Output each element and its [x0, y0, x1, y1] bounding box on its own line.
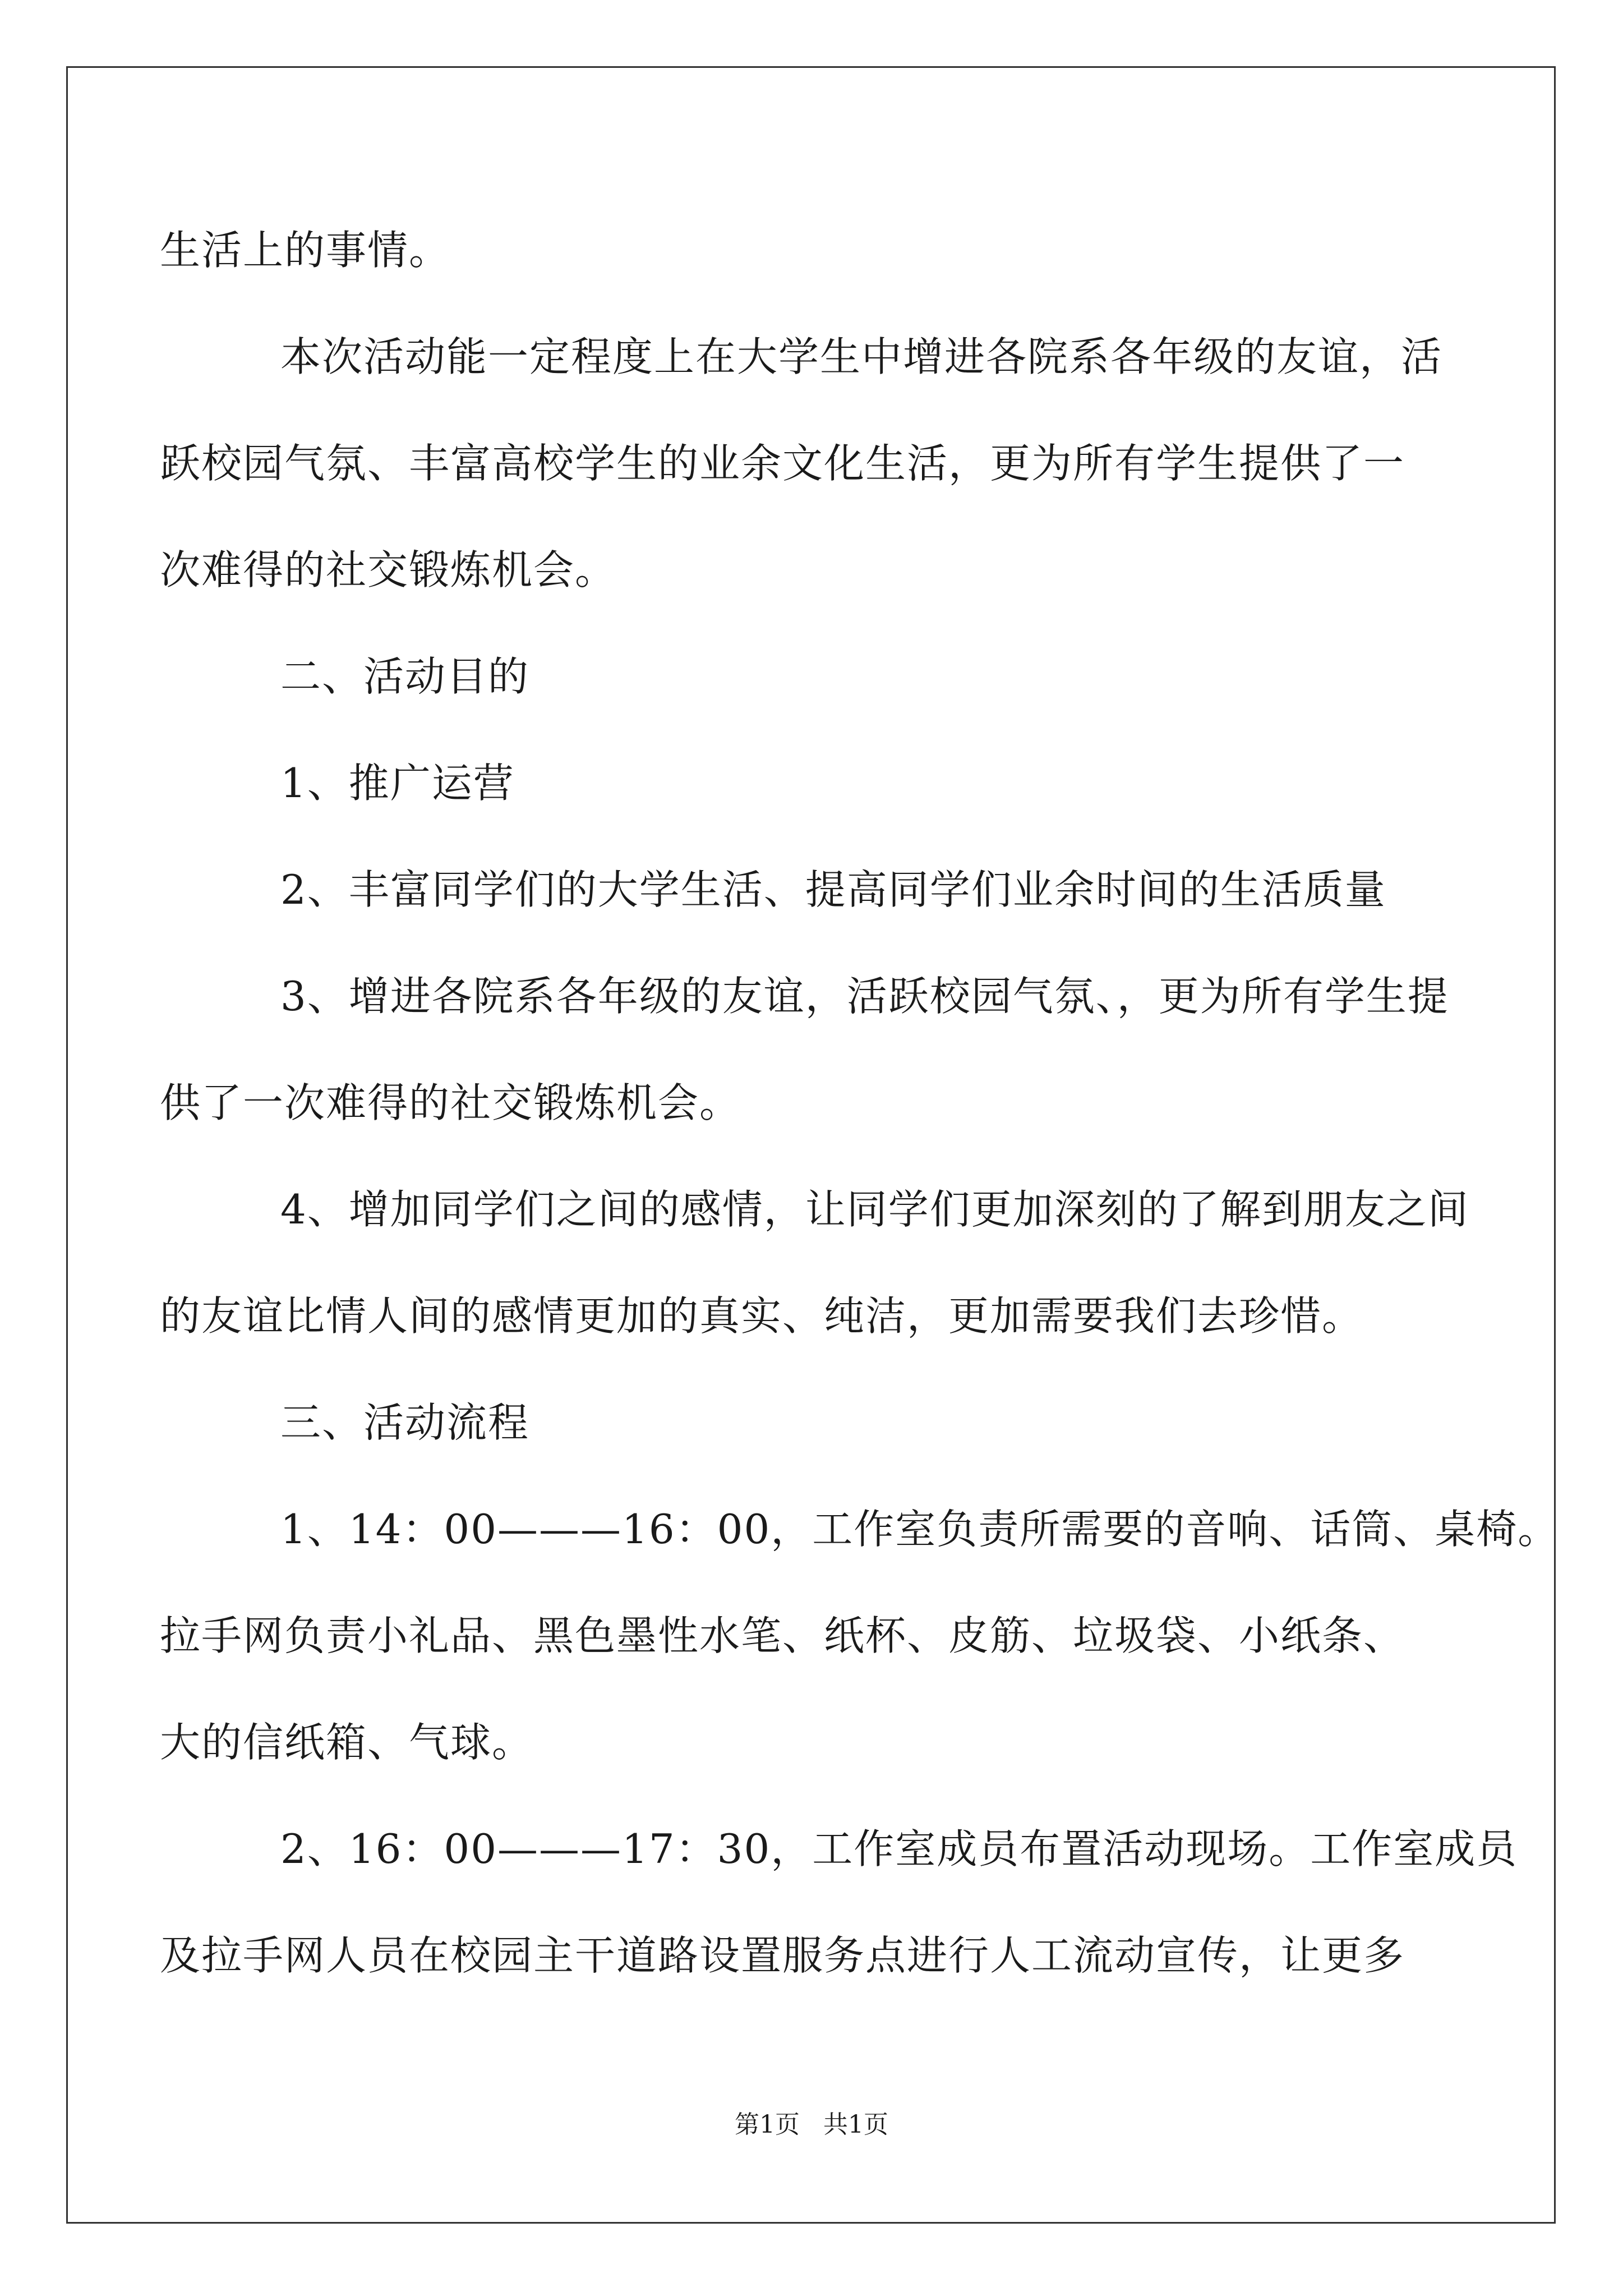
text-line-2: 本次活动能一定程度上在大学生中增进各院系各年级的友谊，活 [280, 333, 1443, 380]
text-line-11: 的友谊比情人间的感情更加的真实、纯洁，更加需要我们去珍惜。 [160, 1292, 1364, 1340]
text-line-9: 供了一次难得的社交锻炼机会。 [160, 1079, 741, 1126]
text-line-3: 跃校园气氛、丰富高校学生的业余文化生活，更为所有学生提供了一 [160, 440, 1405, 487]
text-line-15: 大的信纸箱、气球。 [160, 1719, 534, 1766]
text-line-17: 及拉手网人员在校园主干道路设置服务点进行人工流动宣传，让更多 [160, 1932, 1405, 1979]
text-line-13: 1、14：00———16：00，工作室负责所需要的音响、话筒、桌椅。 [280, 1506, 1560, 1553]
section-heading-2: 二、活动目的 [280, 653, 530, 700]
text-line-6: 1、推广运营 [280, 760, 515, 807]
text-line-7: 2、丰富同学们的大学生活、提高同学们业余时间的生活质量 [280, 866, 1386, 913]
text-line-10: 4、增加同学们之间的感情，让同学们更加深刻的了解到朋友之间 [280, 1186, 1469, 1233]
text-line-14: 拉手网负责小礼品、黑色墨性水笔、纸杯、皮筋、垃圾袋、小纸条、 [160, 1612, 1405, 1659]
text-line-16: 2、16：00———17：30，工作室成员布置活动现场。工作室成员 [280, 1825, 1518, 1872]
text-line-1: 生活上的事情。 [160, 227, 451, 274]
section-heading-3: 三、活动流程 [280, 1399, 530, 1446]
page-footer: 第1页 共1页 [735, 2110, 888, 2139]
text-line-4: 次难得的社交锻炼机会。 [160, 546, 617, 593]
text-line-8: 3、增进各院系各年级的友谊，活跃校园气氛、，更为所有学生提 [280, 973, 1449, 1020]
page-border [66, 66, 1556, 2224]
